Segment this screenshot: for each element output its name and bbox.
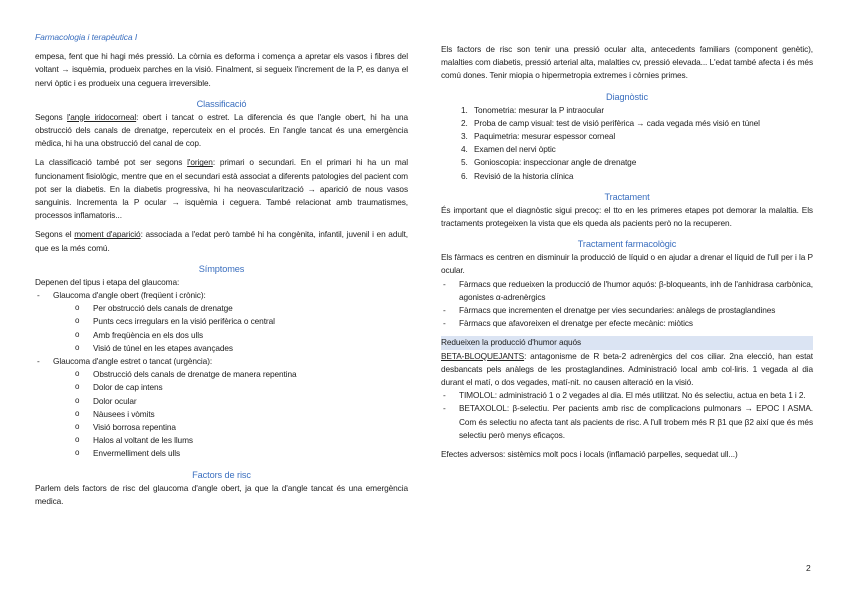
list-item [441,117,813,130]
beta-drugs-list [441,389,813,442]
factors-continued-paragraph: Els factors de risc son tenir una pressió ocular alta, antecedents familiars (component genètic), malalties com diabetis, pressió arterial alta, malalties cv, pressió elevada... L'edat també afecta i és més comú dones. Tenir miopia o hipermetropia extremes i còrnies primes. [441,44,813,81]
section-title-classificacio: Classificació [196,98,247,109]
diagnostic-list [441,104,813,183]
list-item: - Fàrmacs que incrementen el drenatge per vies secundaries: anàlegs de prostaglandines [441,304,813,317]
list-number: 1. [461,104,468,115]
list-item-text: Proba de camp visual: test de visió perifèrica → cada vegada més visió en túnel [474,117,760,128]
page-number: 2 [806,563,811,573]
list-item: - Fàrmacs que afavoreixen el drenatge per efecte mecànic: miòtics [441,317,813,330]
highlighted-heading: Redueixen la producció d'humor aquós [441,336,813,349]
list-item: o Amb freqüència en els dos ulls [73,329,408,342]
section-title-diagnostic: Diagnòstic [606,91,648,102]
farmaco-list [441,278,813,331]
classificacio-paragraph-3: Segons el moment d'aparició: associada a l'edat però també hi ha congènita, infantil, juvenil i en adult, que es la més comú. [35,229,408,253]
underlined-term: l'origen [187,157,213,168]
list-item: - Glaucoma d'angle estret o tancat (urgència): o Obstrucció dels canals de drenatge de manera repentina o Dolor de cap intens o Dolor ocular o Nàusees i vòmits o Visió borrosa repentina o Halos al voltant de les llums o Envermelliment dels ulls [35,355,408,461]
list-item-text: Gonioscopia: inspeccionar angle de drenatge [474,157,637,168]
classificacio-paragraph-1: Segons l'angle iridocorneal: obert i tancat o estret. La diferencia és que l'angle obert, hi ha una obstrucció dels canals de drenatge, repercuteix en el procés. En l'angle tancat és una emergència mèdica, hi ha una obstrucció del canal de cop. [35,111,408,149]
underlined-term: BETA-BLOQUEJANTS [441,350,525,361]
simptomes-intro: Depenen del tipus i etapa del glaucoma: [35,276,180,287]
farmaco-intro: Els fàrmacs es centren en disminuir la producció de líquid o en ajudar a drenar el líquid de l'ull per i la P ocular. [441,252,813,276]
factors-paragraph: Parlem dels factors de risc del glaucoma d'angle obert, ja que la d'angle tancat és una emergència medica. [35,482,408,506]
list-item: o Dolor de cap intens [73,381,408,394]
tancat-symptoms-list [53,368,408,460]
list-item [441,130,813,143]
glaucoma-types-list [35,289,408,461]
list-item [441,104,813,117]
list-number: 3. [461,131,468,142]
list-item: o Envermelliment dels ulls [73,447,408,460]
intro-paragraph: empesa, fent que hi hagi més pressió. La còrnia es deforma i comença a apretar els vasos i fibres del voltant → isquèmia, produeix parches en la visió. Finalment, si segueix l'increment de la P, es danya el nervi òptic i es produeix una ceguera irreversible. [35,51,408,88]
list-item [441,143,813,156]
list-number: 6. [461,170,468,181]
section-title-tractament: Tractament [604,191,650,202]
section-title-simptomes: Símptomes [198,263,245,274]
left-column [35,31,408,508]
list-number: 5. [461,157,468,168]
list-item [441,156,813,169]
section-title-factors: Factors de risc [192,469,251,480]
list-item-text: Tonometria: mesurar la P intraocular [474,104,604,115]
list-item: - Glaucoma d'angle obert (freqüent i crònic): o Per obstrucció dels canals de drenatge o Punts cecs irregulars en la visió perifèrica o central o Amb freqüència en els dos ulls o Visió de túnel en les etapes avançades [35,289,408,355]
list-item: - BETAXOLOL: β-selectiu. Per pacients amb risc de complicacions pulmonars → EPOC I ASMA. Com és selectiu no afecta tant als pacients de risc. A l'ull trobem més R β1 que β2 així que és més selectiu però menys eficaços. [441,402,813,442]
list-number: 2. [461,117,468,128]
list-item: o Visió de túnel en les etapes avançades [73,342,408,355]
list-item: o Halos al voltant de les llums [73,434,408,447]
list-item: o Obstrucció dels canals de drenatge de manera repentina [73,368,408,381]
running-header: Farmacologia i terapèutica I [35,32,138,42]
list-item: - TIMOLOL: administració 1 o 2 vegades al dia. El més utilitzat. No és selectiu, actua en beta 1 i 2. [441,389,813,402]
section-title-farmaco: Tractament farmacològic [577,239,677,250]
list-item: o Punts cecs irregulars en la visió perifèrica o central [73,315,408,328]
list-item-text: Revisió de la historia clínica [474,170,574,181]
list-number: 4. [461,144,468,155]
beta-paragraph: BETA-BLOQUEJANTS: antagonisme de R beta-2 adrenèrgics del cos ciliar. 2na elecció, han estat desbancats pels anàlegs de les prostaglandines. Administració local amb col·liris. 1 vegada al dia durant el matí, o dos vegades, matí-nit. no causen alteració en la visió. [441,350,813,388]
list-item: o Dolor ocular [73,395,408,408]
list-item: - Fàrmacs que redueixen la producció de l'humor aquós: β-bloqueants, inh de l'anhidrasa carbònica, agonistes α-adrenèrgics [441,278,813,304]
right-column [441,43,813,461]
classificacio-paragraph-2: La classificació també pot ser segons l'origen: primari o secundari. En el primari hi ha un mal funcionament fisiològic, mentre que en el secundari està associat a diferents patologies del pacient com pot ser la diabetis. En la diabetis progressiva, hi ha neovascularització → aparició de nous vasos sanguinis. Incrementa la P ocular → isquèmia i ceguera. També relacionat amb traumatismes, processos inflamatoris... [35,157,408,221]
list-item: o Visió borrosa repentina [73,421,408,434]
list-item [441,170,813,183]
efectes-paragraph: Efectes adversos: sistèmics molt pocs i locals (inflamació parpelles, sequedat ull...) [441,449,738,460]
list-item: o Nàusees i vòmits [73,408,408,421]
tractament-paragraph: És important que el diagnòstic sigui precoç: el tto en les primeres etapes pot demorar la malaltia. Els tractaments protegeixen la vista que els queda als pacients però no la recuperen. [441,204,813,229]
underlined-term: moment d'aparició [74,229,141,240]
obert-symptoms-list [53,302,408,355]
underlined-term: l'angle iridocorneal [66,111,137,122]
list-item-text: Examen del nervi òptic [474,144,556,155]
list-item-text: Paquimetria: mesurar espessor corneal [474,131,616,142]
list-item: o Per obstrucció dels canals de drenatge [73,302,408,315]
